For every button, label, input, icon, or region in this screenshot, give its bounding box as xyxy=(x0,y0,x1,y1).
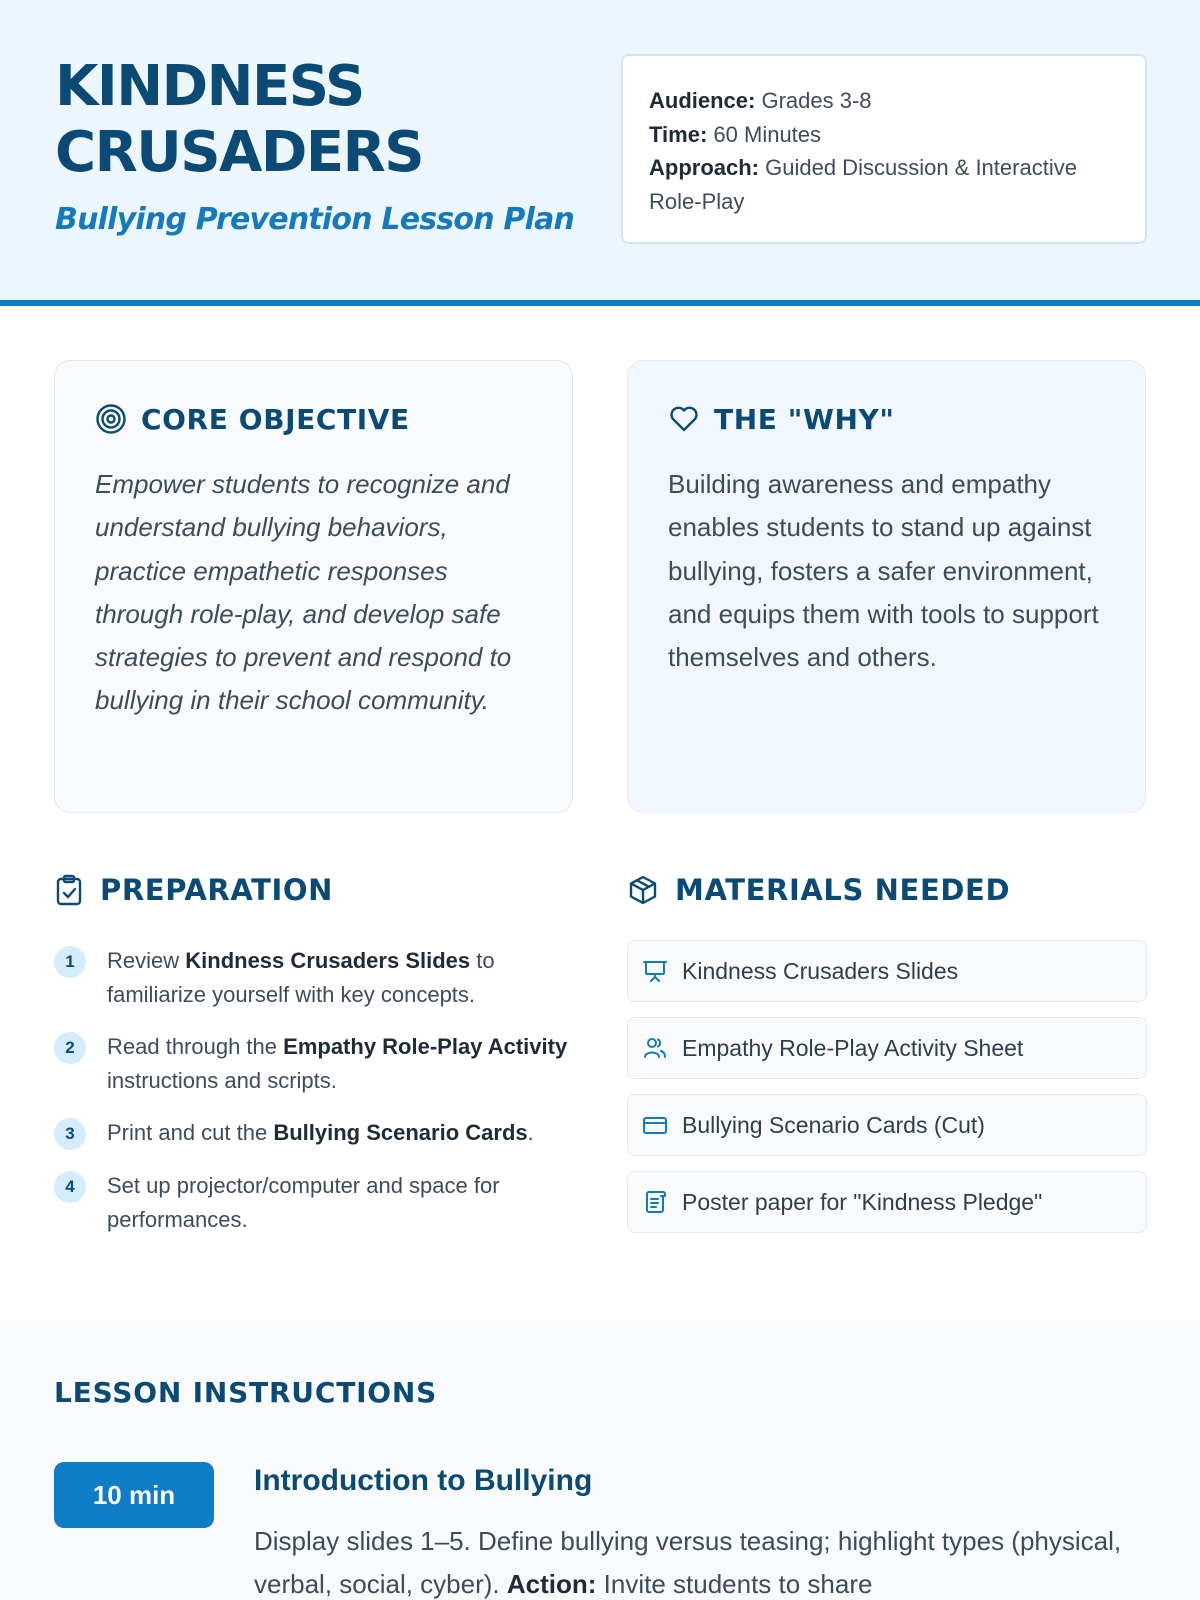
why-title: THE "WHY" xyxy=(714,402,895,436)
prep-text-part: Read through the xyxy=(107,1034,284,1059)
package-icon xyxy=(627,874,659,906)
why-text: Building awareness and empathy enables students to stand up against bullying, fosters a safer environment, and equips them with tools to support themselves and others. xyxy=(668,469,1099,673)
page-title xyxy=(55,54,575,186)
why-header xyxy=(668,399,1105,439)
presentation-icon xyxy=(642,958,668,984)
card-icon xyxy=(642,1112,668,1138)
meta-audience-value: Grades 3-8 xyxy=(761,88,872,113)
preparation-item-text xyxy=(107,1116,534,1150)
title-line-1: KINDNESS xyxy=(55,54,364,119)
title-line-2: CRUSADERS xyxy=(55,120,424,185)
preparation-header xyxy=(54,870,333,910)
preparation-item xyxy=(54,1169,574,1236)
prep-text-bold: Empathy Role-Play Activity xyxy=(283,1034,568,1059)
core-objective-header xyxy=(95,399,532,439)
material-item xyxy=(627,1094,1147,1156)
core-objective-title: CORE OBJECTIVE xyxy=(141,402,410,436)
lesson-meta-box xyxy=(621,54,1147,244)
material-label: Kindness Crusaders Slides xyxy=(682,957,959,984)
step-action-label: Action: xyxy=(506,1569,597,1599)
core-objective-text: Empower students to recognize and understand bullying behaviors, practice empathetic responses through role-play, and develop safe strategies to prevent and respond to bullying in their school community. xyxy=(95,469,512,716)
step-text-part: Display slides 1–5. Define bullying versus teasing; highlight types (physical, verbal, social, cyber). xyxy=(254,1526,1122,1599)
meta-audience-label: Audience: xyxy=(649,88,756,113)
preparation-item xyxy=(54,1116,574,1150)
clipboard-check-icon xyxy=(54,874,84,906)
material-item xyxy=(627,1017,1147,1079)
lesson-step-text xyxy=(254,1520,1134,1600)
target-icon xyxy=(95,403,127,435)
lesson-instructions-title: LESSON INSTRUCTIONS xyxy=(54,1376,438,1409)
prep-text-bold: Kindness Crusaders Slides xyxy=(185,948,471,973)
material-item xyxy=(627,1171,1147,1233)
lesson-instructions-section xyxy=(0,1320,1200,1600)
prep-text-part: . xyxy=(527,1120,534,1145)
lesson-step-title: Introduction to Bullying xyxy=(254,1464,593,1497)
meta-time-label: Time: xyxy=(649,121,708,147)
meta-approach-label: Approach: xyxy=(649,155,759,180)
materials-title: MATERIALS NEEDED xyxy=(675,873,1011,907)
prep-text-part: Review xyxy=(107,948,186,973)
step-number-badge: 3 xyxy=(54,1118,86,1150)
meta-approach xyxy=(649,151,1119,218)
prep-text-part: to familiarize yourself with key concepts. xyxy=(107,948,495,1007)
material-item xyxy=(627,940,1147,1002)
material-label: Poster paper for "Kindness Pledge" xyxy=(682,1188,1043,1215)
preparation-item-text xyxy=(107,1169,574,1236)
preparation-item xyxy=(54,944,574,1011)
prep-text-part: Set up projector/computer and space for performances. xyxy=(107,1173,500,1232)
core-objective-card xyxy=(54,360,573,813)
page-subtitle: Bullying Prevention Lesson Plan xyxy=(55,202,575,237)
step-number-badge: 2 xyxy=(54,1032,86,1064)
preparation-item-text xyxy=(107,944,574,1011)
why-card xyxy=(627,360,1146,813)
material-label: Bullying Scenario Cards (Cut) xyxy=(682,1111,985,1138)
material-label: Empathy Role-Play Activity Sheet xyxy=(682,1034,1024,1061)
meta-audience xyxy=(649,84,1119,118)
step-number-badge: 1 xyxy=(54,946,86,978)
meta-time-value: 60 Minutes xyxy=(713,121,822,147)
preparation-item xyxy=(54,1030,574,1097)
header xyxy=(0,0,1200,306)
heart-icon xyxy=(668,403,700,435)
preparation-title: PREPARATION xyxy=(100,873,334,907)
scroll-icon xyxy=(642,1189,668,1215)
prep-text-part: instructions and scripts. xyxy=(107,1067,337,1093)
preparation-item-text xyxy=(107,1030,574,1097)
step-text-part: Invite students to share xyxy=(596,1569,873,1599)
preparation-list xyxy=(54,944,574,1255)
duration-badge: 10 min xyxy=(54,1462,214,1528)
users-icon xyxy=(642,1035,668,1061)
step-number-badge: 4 xyxy=(54,1171,86,1203)
prep-text-bold: Bullying Scenario Cards xyxy=(273,1120,528,1145)
meta-approach-value: Guided Discussion & Interactive Role-Play xyxy=(649,155,1077,214)
prep-text-part: Print and cut the xyxy=(107,1120,274,1145)
materials-header xyxy=(627,870,1010,910)
meta-time xyxy=(649,118,1119,152)
